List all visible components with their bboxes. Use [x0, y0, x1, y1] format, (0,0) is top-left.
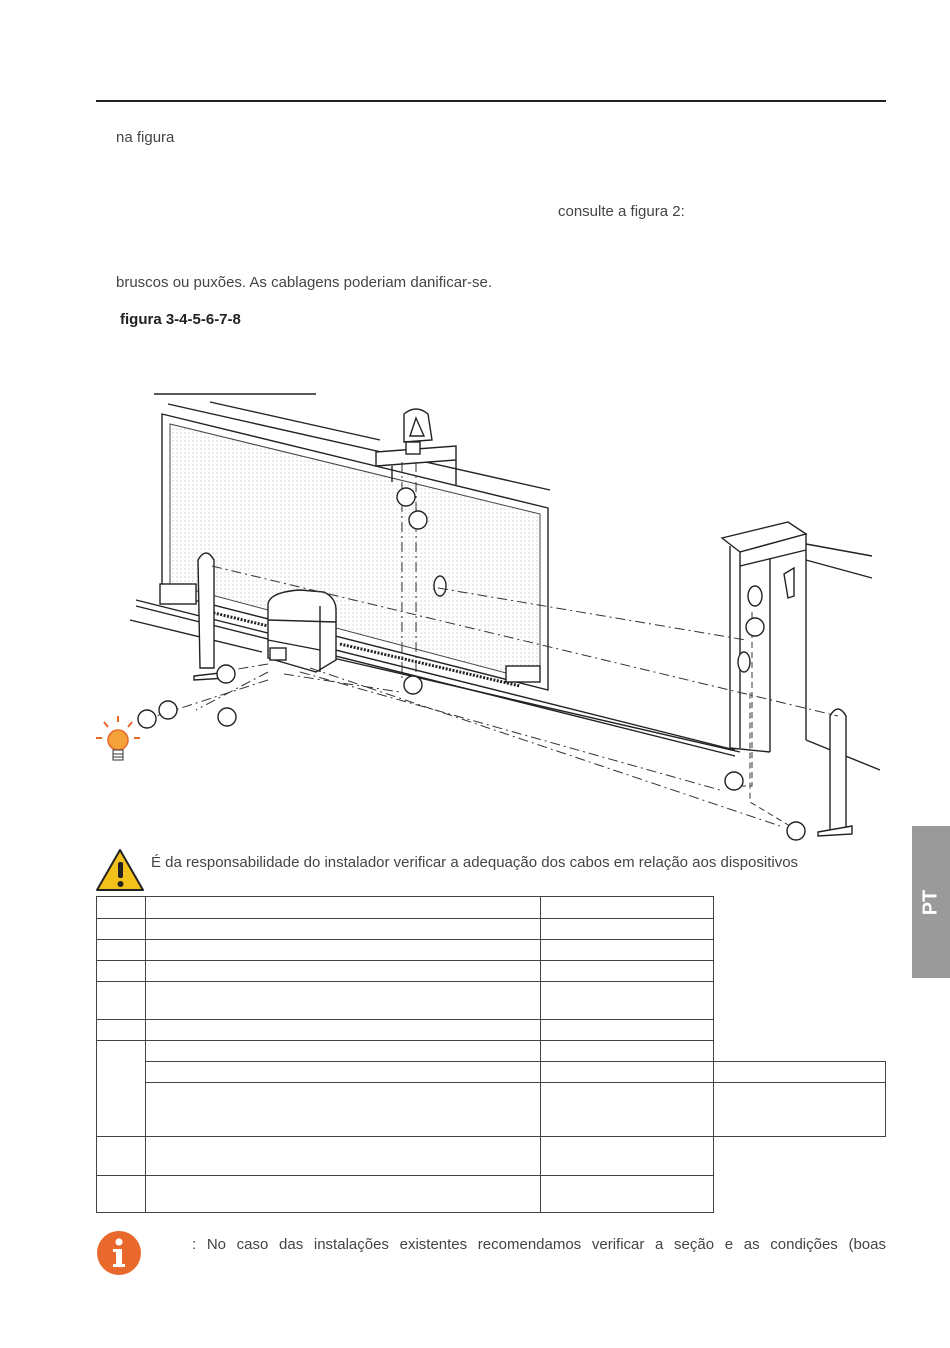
- cable-table: [96, 896, 886, 1213]
- warning-text: É da responsabilidade do instalador verificar a adequação dos cabos em relação aos dispositivos: [151, 854, 799, 871]
- language-tab: [912, 826, 950, 978]
- language-tab-label: PT: [919, 889, 942, 915]
- figure-label: figura 3-4-5-6-7-8: [120, 311, 241, 328]
- info-circle-icon: [96, 1230, 142, 1276]
- text-line-1: na figura: [116, 129, 175, 146]
- text-line-3: bruscos ou puxões. As cablagens poderiam danificar-se.: [116, 274, 493, 291]
- info-text: : No caso das instalações existentes recomendamos verificar a seção e as condições (boas: [192, 1236, 886, 1253]
- flashing-lamp-icon: [96, 716, 140, 760]
- header-rule: [96, 100, 886, 102]
- text-line-2: consulte a figura 2:: [558, 203, 685, 220]
- warning-triangle-icon: [96, 848, 146, 892]
- installation-diagram: [0, 380, 950, 850]
